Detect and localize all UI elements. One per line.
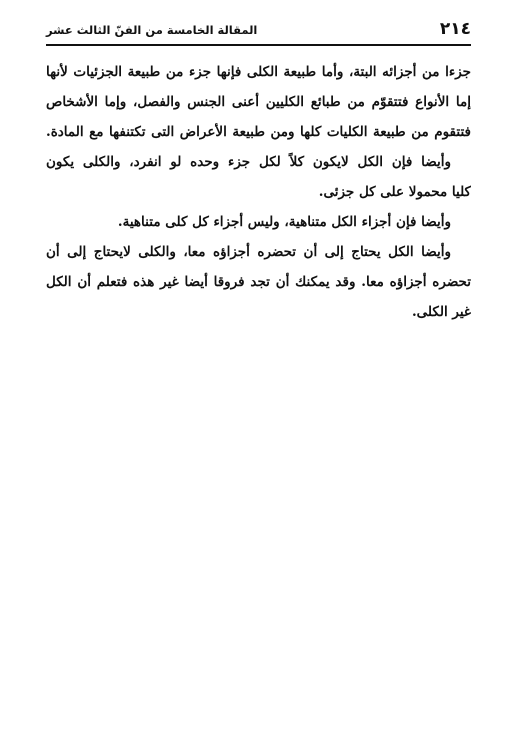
text-line: إما الأنواع فتتقوّم من طبائع الكليين أعنى الجنس والفصل، وإما الأشخاص bbox=[46, 94, 471, 110]
header-rule bbox=[46, 44, 471, 46]
text-line: تحضره أجزاؤه معا. وقد يمكنك أن تجد فروقا أيضا غير هذه فتعلم أن الكل bbox=[46, 274, 471, 290]
page-body bbox=[46, 57, 471, 327]
page-header bbox=[46, 18, 471, 44]
text-line: وأيضا الكل يحتاج إلى أن تحضره أجزاؤه معا، والكلى لايحتاج إلى أن bbox=[46, 244, 451, 260]
page-number: ٢١٤ bbox=[439, 19, 471, 39]
text-line: جزءا من أجزائه البتة، وأما طبيعة الكلى فإنها جزء من طبيعة الجزئيات لأنها bbox=[46, 64, 471, 80]
text-line: غير الكلى. bbox=[411, 304, 471, 320]
text-line: فتتقوم من طبيعة الكليات كلها ومن طبيعة الأعراض التى تكتنفها مع المادة. bbox=[46, 124, 471, 140]
text-line: كليا محمولا على كل جزئى. bbox=[318, 184, 471, 200]
text-line: وأيضا فإن الكل لايكون كلاً لكل جزء وحده لو انفرد، والكلى يكون bbox=[46, 154, 451, 170]
running-title: المقالة الخامسة من الفنّ الثالث عشر bbox=[46, 23, 258, 37]
text-line: وأيضا فإن أجزاء الكل متناهية، وليس أجزاء كل كلى متناهية. bbox=[117, 214, 451, 230]
